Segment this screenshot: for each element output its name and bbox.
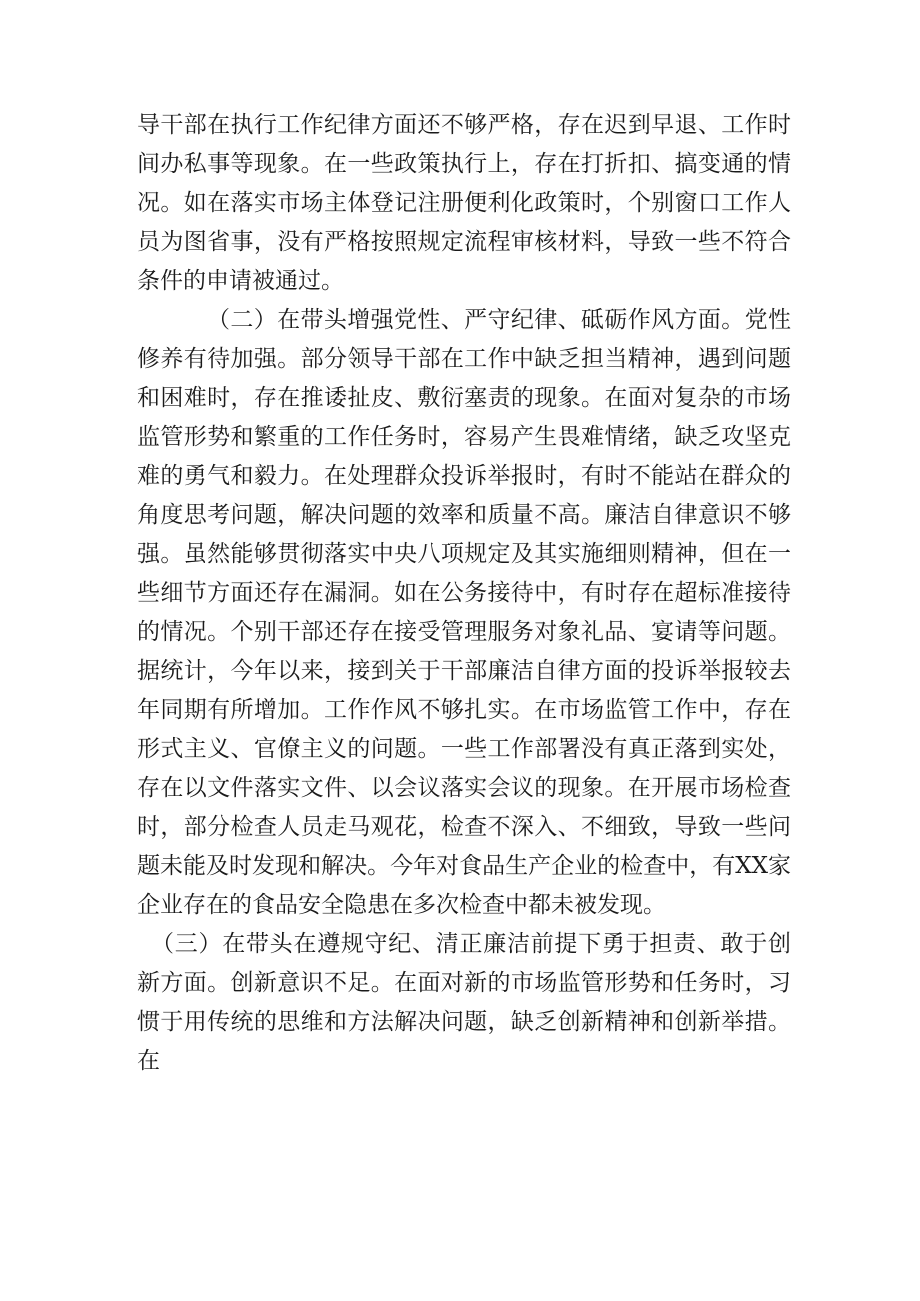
document-body [137, 106, 791, 1081]
paragraph-section-two: （二）在带头增强党性、严守纪律、砥砺作风方面。党性修养有待加强。部分领导干部在工作中缺乏担当精神，遇到问题和困难时，存在推诿扯皮、敷衍塞责的现象。在面对复杂的市场监管形势和繁重的工作任务时，容易产生畏难情绪，缺乏攻坚克难的勇气和毅力。在处理群众投诉举报时，有时不能站在群众的角度思考问题，解决问题的效率和质量不高。廉洁自律意识不够强。虽然能够贯彻落实中央八项规定及其实施细则精神，但在一些细节方面还存在漏洞。如在公务接待中，有时存在超标准接待的情况。个别干部还存在接受管理服务对象礼品、宴请等问题。据统计，今年以来，接到关于干部廉洁自律方面的投诉举报较去年同期有所增加。工作作风不够扎实。在市场监管工作中，存在形式主义、官僚主义的问题。一些工作部署没有真正落到实处，存在以文件落实文件、以会议落实会议的现象。在开展市场检查时，部分检查人员走马观花，检查不深入、不细致，导致一些问题未能及时发现和解决。今年对食品生产企业的检查中，有XX家企业存在的食品安全隐患在多次检查中都未被发现。 [137, 307, 791, 918]
paragraph-discipline-continuation: 导干部在执行工作纪律方面还不够严格，存在迟到早退、工作时间办私事等现象。在一些政策执行上，存在打折扣、搞变通的情况。如在落实市场主体登记注册便利化政策时，个别窗口工作人员为图省事，没有严格按照规定流程审核材料，导致一些不符合条件的申请被通过。 [137, 112, 791, 294]
paragraph-section-three: （三）在带头在遵规守纪、清正廉洁前提下勇于担责、敢于创新方面。创新意识不足。在面对新的市场监管形势和任务时，习惯于用传统的思维和方法解决问题，缺乏创新精神和创新举措。在 [137, 931, 791, 1074]
